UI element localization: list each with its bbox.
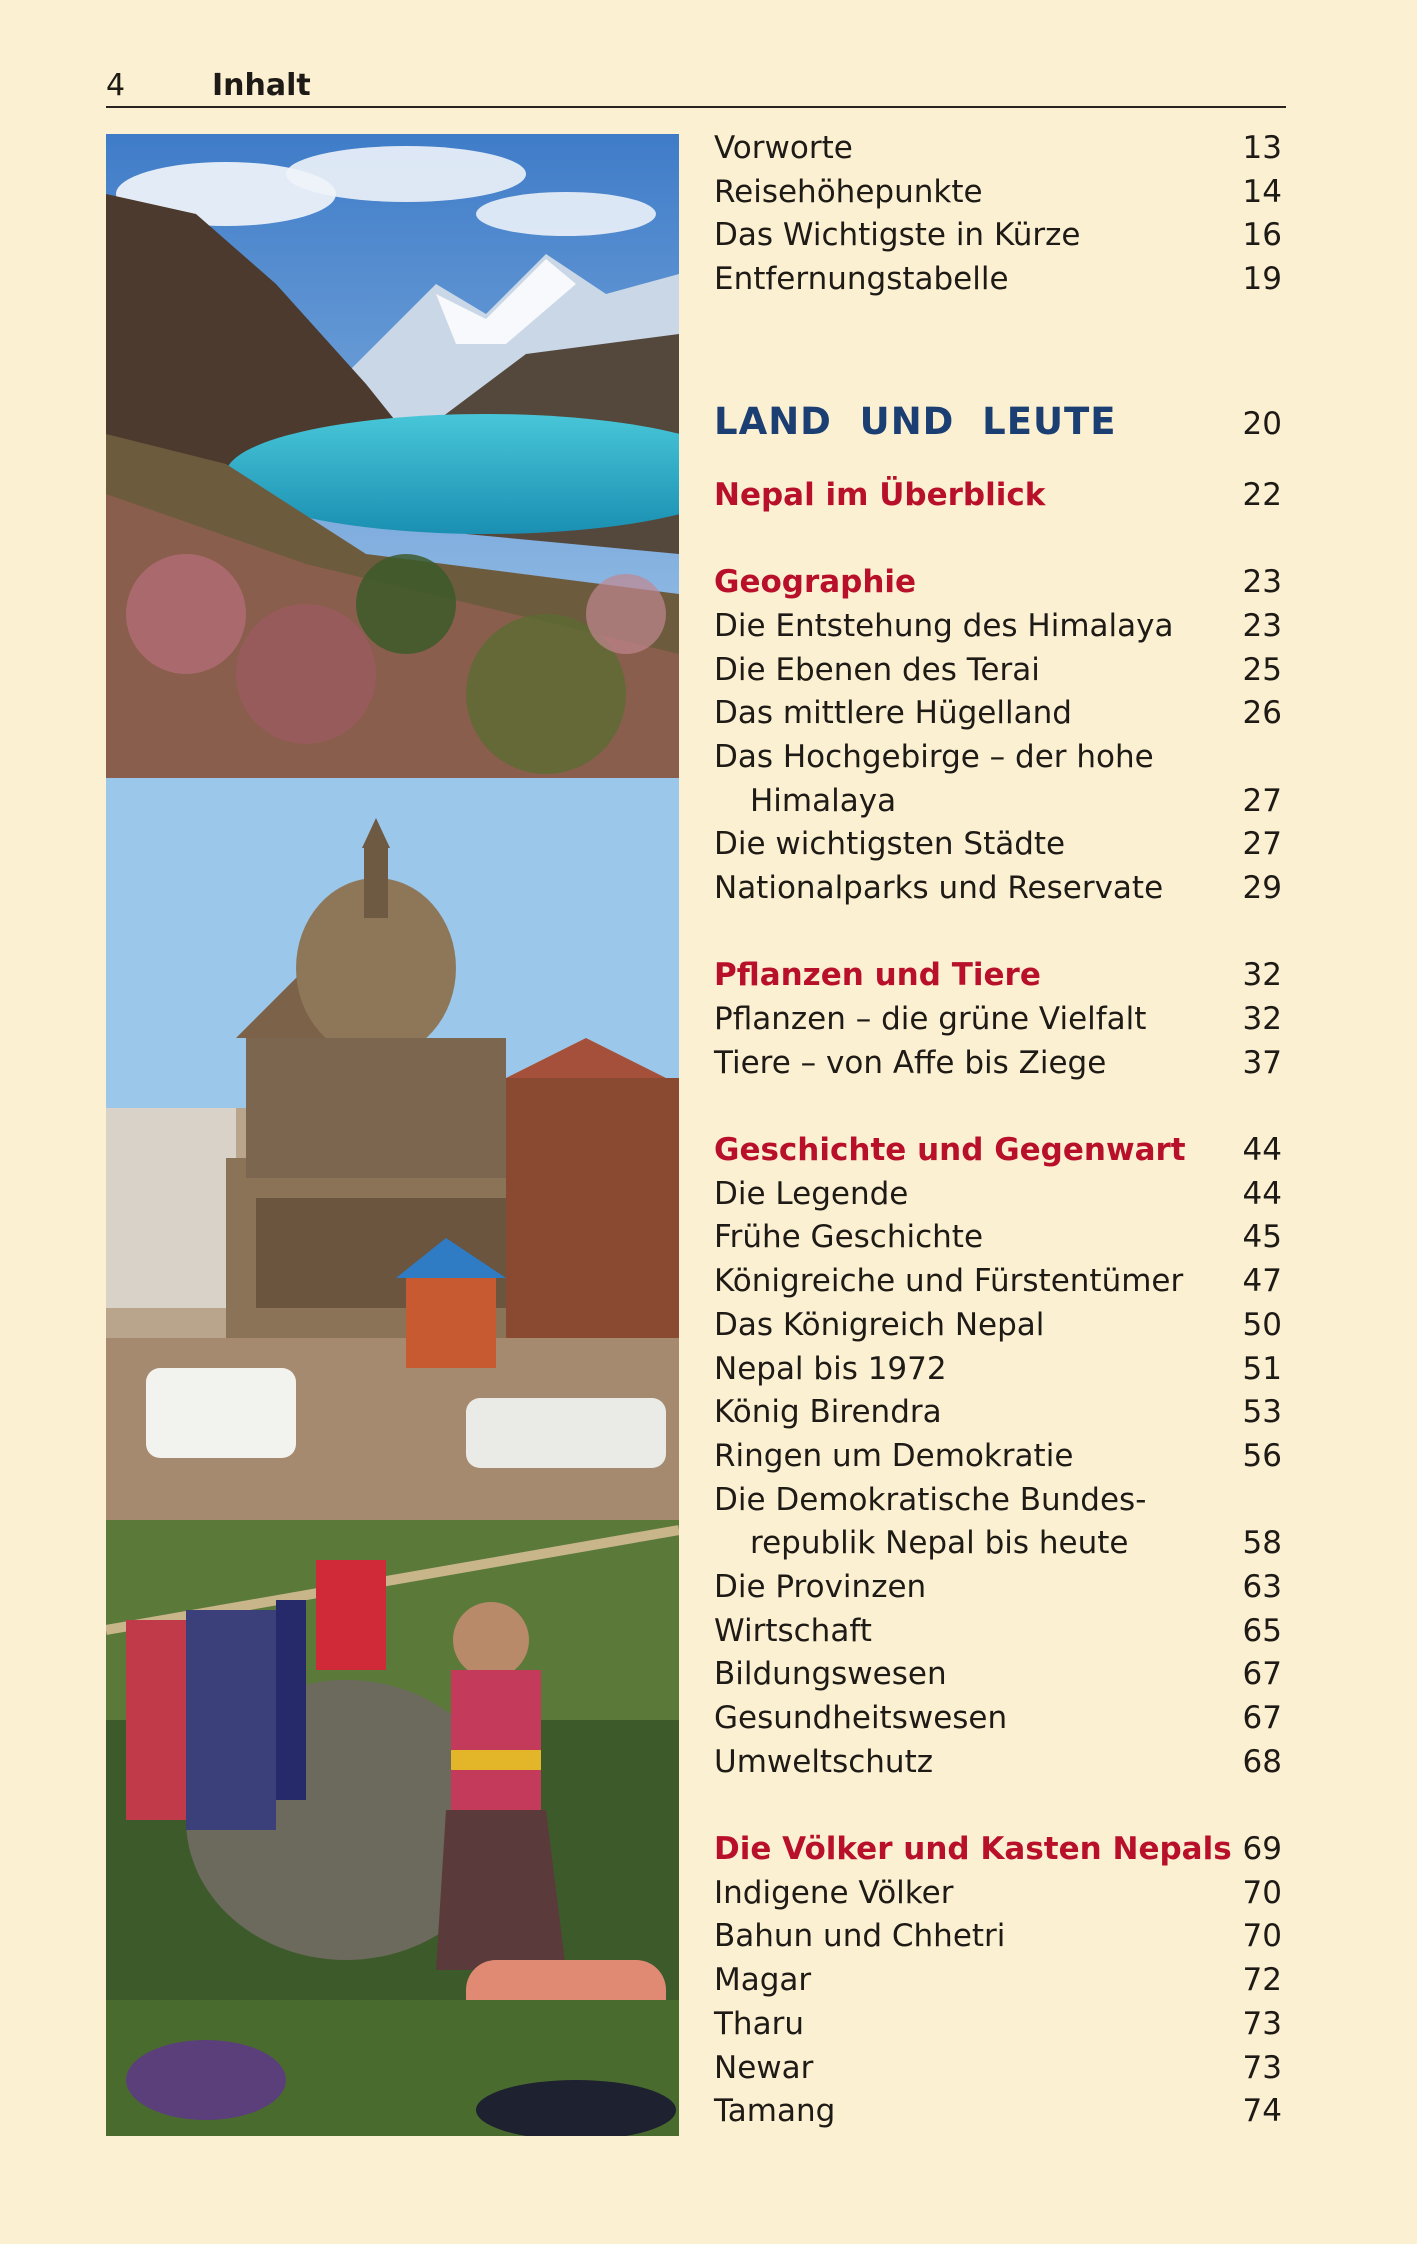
toc-heading[interactable] xyxy=(714,561,1282,605)
toc-label: Die Völker und Kasten Nepals xyxy=(714,1831,1232,1868)
toc-label: Tiere – von Affe bis Ziege xyxy=(714,1044,1107,1081)
toc-page: 23 xyxy=(1242,564,1282,601)
toc-entry[interactable] xyxy=(714,2090,1282,2134)
toc-label: Umweltschutz xyxy=(714,1743,933,1780)
toc-entry[interactable] xyxy=(714,2047,1282,2091)
toc-entry[interactable] xyxy=(714,1522,1282,1566)
toc-label: Indigene Völker xyxy=(714,1874,954,1911)
temple-square-photo xyxy=(106,778,679,1520)
toc-label: Das Wichtigste in Kürze xyxy=(714,217,1081,254)
mountain-lake-photo xyxy=(106,134,679,778)
toc-page: 45 xyxy=(1242,1219,1282,1256)
toc-page: 68 xyxy=(1242,1743,1282,1780)
toc-page: 69 xyxy=(1242,1831,1282,1868)
toc-label: Die Legende xyxy=(714,1175,909,1212)
toc-label: Nationalparks und Reservate xyxy=(714,869,1164,906)
toc-label: Frühe Geschichte xyxy=(714,1219,984,1256)
toc-entry[interactable] xyxy=(714,1304,1282,1348)
toc-page: 13 xyxy=(1242,130,1282,166)
toc-page: 67 xyxy=(1242,1700,1282,1736)
toc-label: Tharu xyxy=(714,2005,804,2042)
table-of-contents xyxy=(714,127,1282,2134)
page-number: 4 xyxy=(106,68,126,103)
toc-page: 29 xyxy=(1242,869,1282,906)
toc-entry[interactable] xyxy=(714,1566,1282,1610)
toc-page: 51 xyxy=(1242,1350,1282,1387)
toc-page: 22 xyxy=(1242,476,1282,513)
toc-page: 32 xyxy=(1242,1001,1282,1037)
toc-label: Das Hochgebirge – der hohe xyxy=(714,738,1154,775)
toc-heading[interactable] xyxy=(714,1828,1282,1872)
toc-section-title[interactable] xyxy=(714,394,1282,450)
toc-entry[interactable] xyxy=(714,1872,1282,1916)
toc-page: 63 xyxy=(1242,1568,1282,1605)
toc-label: Reisehöhepunkte xyxy=(714,173,983,210)
toc-label: Vorworte xyxy=(714,130,853,166)
villager-woman-photo xyxy=(106,1520,679,2136)
toc-label: Ringen um Demokratie xyxy=(714,1437,1074,1474)
toc-entry[interactable] xyxy=(714,1435,1282,1479)
toc-page: 19 xyxy=(1242,261,1282,298)
toc-entry[interactable] xyxy=(714,1697,1282,1741)
toc-label: Bahun und Chhetri xyxy=(714,1918,1006,1955)
toc-entry[interactable] xyxy=(714,171,1282,215)
toc-label: Das Königreich Nepal xyxy=(714,1306,1045,1343)
toc-label: Das mittlere Hügelland xyxy=(714,695,1072,732)
toc-label: Die wichtigsten Städte xyxy=(714,826,1066,863)
toc-label: König Birendra xyxy=(714,1394,942,1431)
toc-page: 56 xyxy=(1242,1437,1282,1474)
toc-label: Magar xyxy=(714,1962,812,1999)
toc-page: 72 xyxy=(1242,1962,1282,1999)
toc-page: 44 xyxy=(1242,1175,1282,1212)
toc-page: 37 xyxy=(1242,1044,1282,1081)
toc-label: Königreiche und Fürstentümer xyxy=(714,1263,1184,1300)
toc-entry[interactable] xyxy=(714,1391,1282,1435)
toc-entry[interactable] xyxy=(714,1610,1282,1654)
toc-label: Die Entstehung des Himalaya xyxy=(714,607,1174,644)
toc-entry[interactable] xyxy=(714,258,1282,302)
toc-entry[interactable] xyxy=(714,692,1282,736)
toc-entry[interactable] xyxy=(714,1260,1282,1304)
toc-entry[interactable] xyxy=(714,1479,1282,1523)
toc-page: 70 xyxy=(1242,1918,1282,1955)
toc-page: 32 xyxy=(1242,957,1282,994)
toc-entry[interactable] xyxy=(714,127,1282,171)
toc-label: Geschichte und Gegenwart xyxy=(714,1132,1186,1169)
page-header xyxy=(106,66,1286,108)
toc-heading[interactable] xyxy=(714,1129,1282,1173)
toc-entry[interactable] xyxy=(714,1216,1282,1260)
toc-entry[interactable] xyxy=(714,823,1282,867)
toc-entry[interactable] xyxy=(714,998,1282,1042)
toc-label: Pflanzen und Tiere xyxy=(714,957,1041,994)
toc-label: Newar xyxy=(714,2049,814,2086)
toc-entry[interactable] xyxy=(714,780,1282,824)
toc-label: LAND UND LEUTE xyxy=(714,399,1117,443)
toc-heading[interactable] xyxy=(714,474,1282,518)
toc-page: 16 xyxy=(1242,217,1282,254)
toc-page: 74 xyxy=(1242,2093,1282,2130)
toc-page: 53 xyxy=(1242,1394,1282,1431)
toc-entry[interactable] xyxy=(714,736,1282,780)
toc-entry[interactable] xyxy=(714,605,1282,649)
toc-page: 73 xyxy=(1242,2005,1282,2042)
toc-page: 50 xyxy=(1242,1306,1282,1343)
toc-label: republik Nepal bis heute xyxy=(750,1525,1129,1562)
toc-page: 26 xyxy=(1242,695,1282,732)
toc-page: 73 xyxy=(1242,2049,1282,2086)
toc-label: Tamang xyxy=(714,2093,836,2130)
toc-label: Gesundheitswesen xyxy=(714,1700,1008,1736)
toc-entry[interactable] xyxy=(714,1653,1282,1697)
toc-label: Entfernungstabelle xyxy=(714,261,1009,298)
toc-page: 70 xyxy=(1242,1874,1282,1911)
toc-entry[interactable] xyxy=(714,1959,1282,2003)
toc-entry[interactable] xyxy=(714,1173,1282,1217)
photo-column xyxy=(106,134,679,2136)
toc-label: Die Provinzen xyxy=(714,1568,927,1605)
toc-page: 44 xyxy=(1242,1132,1282,1169)
toc-page: 27 xyxy=(1242,782,1282,819)
toc-page: 58 xyxy=(1242,1525,1282,1562)
toc-label: Die Ebenen des Terai xyxy=(714,651,1040,688)
toc-entry[interactable] xyxy=(714,2003,1282,2047)
toc-page: 27 xyxy=(1242,826,1282,863)
toc-label: Pflanzen – die grüne Vielfalt xyxy=(714,1001,1147,1037)
toc-label: Bildungswesen xyxy=(714,1656,947,1693)
toc-entry[interactable] xyxy=(714,214,1282,258)
chapter-title: Inhalt xyxy=(212,68,311,103)
toc-label: Himalaya xyxy=(750,782,897,819)
toc-page: 65 xyxy=(1242,1612,1282,1649)
toc-entry[interactable] xyxy=(714,867,1282,911)
toc-entry[interactable] xyxy=(714,1042,1282,1086)
toc-page: 14 xyxy=(1242,173,1282,210)
toc-label: Wirtschaft xyxy=(714,1612,872,1649)
toc-entry[interactable] xyxy=(714,1741,1282,1785)
toc-page: 47 xyxy=(1242,1263,1282,1300)
toc-label: Geographie xyxy=(714,564,917,601)
toc-page: 23 xyxy=(1242,607,1282,644)
toc-entry[interactable] xyxy=(714,1915,1282,1959)
toc-page: 25 xyxy=(1242,651,1282,688)
toc-page: 20 xyxy=(1242,405,1282,442)
toc-entry[interactable] xyxy=(714,649,1282,693)
toc-label: Nepal im Überblick xyxy=(714,476,1046,513)
toc-heading[interactable] xyxy=(714,954,1282,998)
toc-label: Die Demokratische Bundes- xyxy=(714,1481,1147,1518)
toc-page: 67 xyxy=(1242,1656,1282,1693)
toc-entry[interactable] xyxy=(714,1348,1282,1392)
toc-label: Nepal bis 1972 xyxy=(714,1350,947,1387)
